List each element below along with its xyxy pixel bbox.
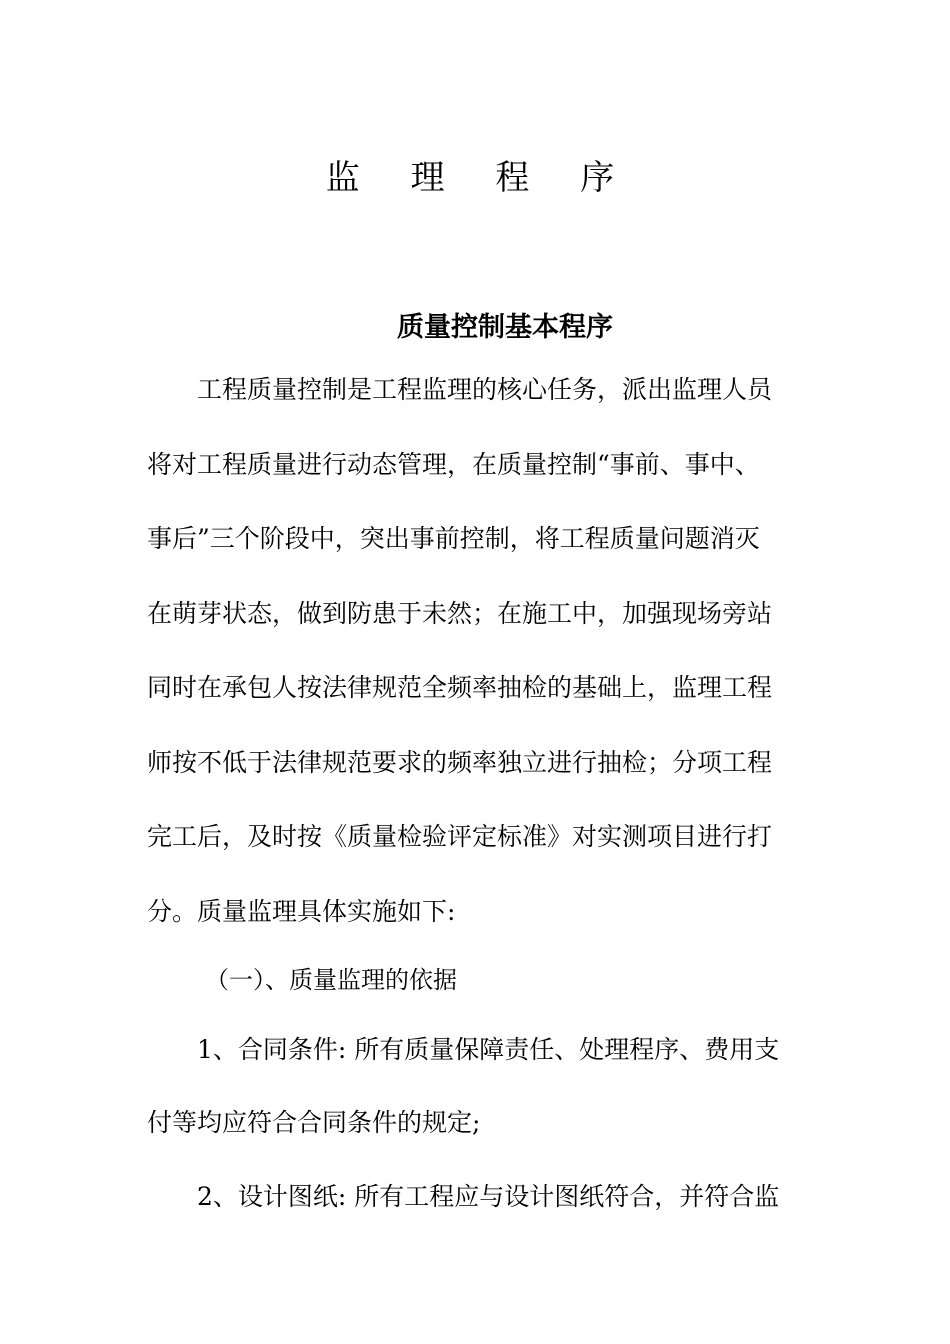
paragraph-line: 事后”三个阶段中，突出事前控制，将工程质量问题消灭 [147, 524, 760, 553]
paragraph-line: 在萌芽状态，做到防患于未然；在施工中，加强现场旁站 [147, 598, 773, 628]
item2-line: 2、设计图纸: 所有工程应与设计图纸符合，并符合监 [197, 1182, 780, 1211]
section-title: 质量控制基本程序 [397, 312, 613, 343]
intro-paragraph [147, 353, 807, 949]
item1-line: 1、合同条件: 所有质量保障责任、处理程序、费用支 [197, 1035, 780, 1064]
item1-line-continued: 付等均应符合合同条件的规定; [147, 1108, 481, 1137]
document-title: 监 理 程 序 [325, 158, 635, 198]
paragraph-line: 将对工程质量进行动态管理，在质量控制“事前、事中、 [147, 449, 760, 479]
paragraph-line: 完工后，及时按《质量检验评定标准》对实测项目进行打 [147, 822, 773, 851]
sub-heading: （一）、质量监理的依据 [205, 966, 457, 994]
paragraph-line: 同时在承包人按法律规范全频率抽检的基础上，监理工程 [147, 673, 773, 702]
paragraph-line: 分。质量监理具体实施如下: [147, 896, 456, 926]
paragraph-line: 工程质量控制是工程监理的核心任务，派出监理人员 [197, 375, 773, 404]
paragraph-line: 师按不低于法律规范要求的频率独立进行抽检；分项工程 [147, 747, 773, 777]
